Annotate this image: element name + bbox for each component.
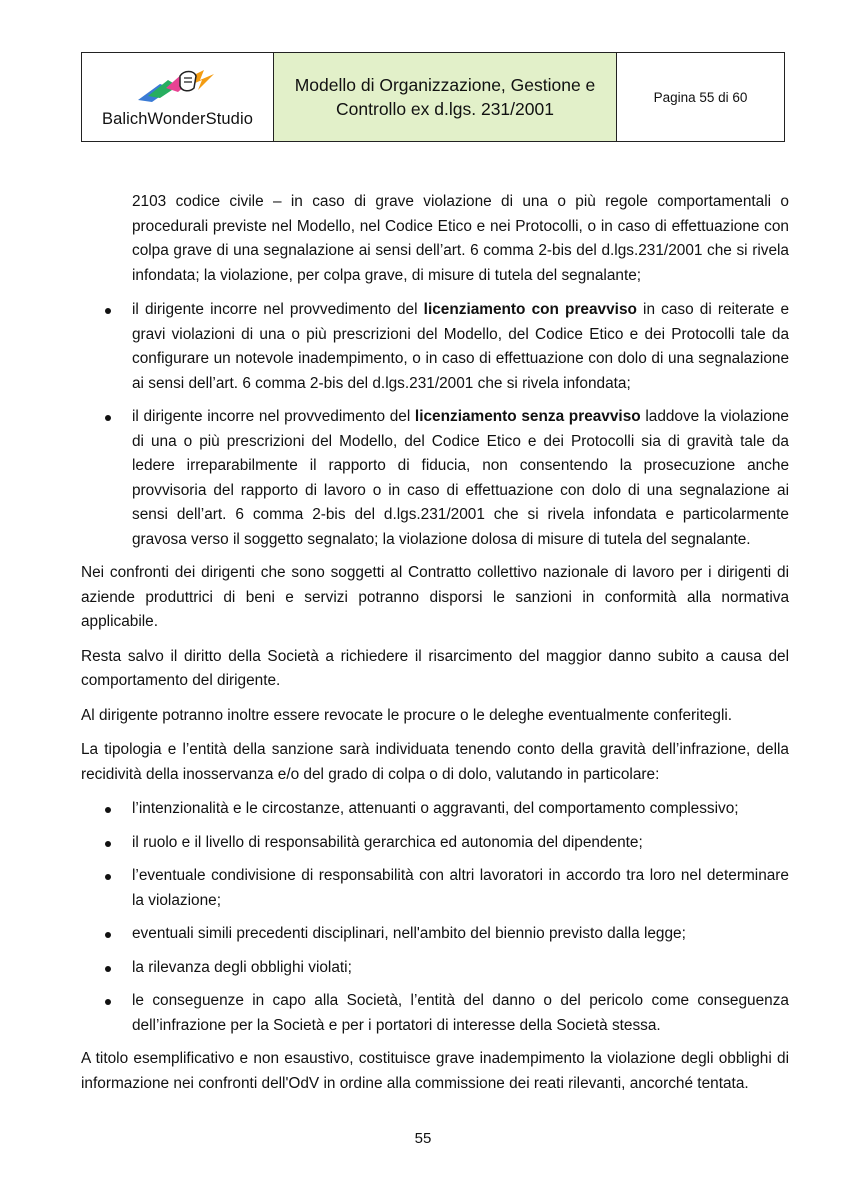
title-line-2: Controllo ex d.lgs. 231/2001 xyxy=(336,99,554,119)
paragraph: Nei confronti dei dirigenti che sono soggetti al Contratto collettivo nazionale di lavoro per i dirigenti di aziende produttrici di beni e servizi potranno disporsi le sanzioni in conformità alla normativa applicabile. xyxy=(81,564,789,630)
company-logo-icon xyxy=(130,66,226,108)
list-item: le conseguenze in capo alla Società, l’entità del danno o del pericolo come conseguenza dell’infrazione per la Società e per i portatori di interesse della Società stessa. xyxy=(81,989,789,1038)
list-item: il ruolo e il livello di responsabilità gerarchica ed autonomia del dipendente; xyxy=(81,831,789,856)
list-item: la rilevanza degli obblighi violati; xyxy=(81,956,789,981)
bold-term: licenziamento senza preavviso xyxy=(414,408,641,425)
paragraph: Al dirigente potranno inoltre essere revocate le procure o le deleghe eventualmente conferitegli. xyxy=(81,706,733,724)
bold-term: licenziamento con preavviso xyxy=(423,301,637,318)
document-title xyxy=(274,53,617,141)
paragraph: La tipologia e l’entità della sanzione sarà individuata tenendo conto della gravità dell’infrazione, della recidività della inosservanza e/o del grado di colpa o di dolo, valutando in particolare: xyxy=(81,741,789,783)
continued-paragraph: 2103 codice civile – in caso di grave violazione di una o più regole comportamentali o procedurali previste nel Modello, nel Codice Etico e nei Protocolli, o in caso di effettuazione con colpa grave di una segnalazione ai sensi dell’art. 6 comma 2-bis del d.lgs.231/2001 che si rivela infondata; la violazione, per colpa grave, di misure di tutela del segnalante; xyxy=(132,193,789,284)
title-line-1: Modello di Organizzazione, Gestione e xyxy=(294,75,596,95)
document-header xyxy=(81,52,785,142)
paragraph: Resta salvo il diritto della Società a richiedere il risarcimento del maggior danno subito a causa del comportamento del dirigente. xyxy=(81,647,789,689)
list-item: il dirigente incorre nel provvedimento del licenziamento senza preavviso laddove la violazione di una o più prescrizioni del Modello, del Codice Etico e dei Protocolli sia di gravità tale da ledere irreparabilmente il rapporto di fiducia, non consentendo la prosecuzione anche provvisoria del rapporto di lavoro o in caso di effettuazione con dolo di una segnalazione ai sensi dell’art. 6 comma 2-bis del d.lgs.231/2001 che si rivela infondata e particolarmente gravosa verso il soggetto segnalato; la violazione dolosa di misure di tutela del segnalante. xyxy=(81,405,789,552)
list-item: eventuali simili precedenti disciplinari, nell'ambito del biennio previsto dalla legge; xyxy=(81,922,789,947)
logo-cell xyxy=(82,53,274,141)
list-item: l’intenzionalità e le circostanze, attenuanti o aggravanti, del comportamento complessivo; xyxy=(81,797,789,822)
page-indicator: Pagina 55 di 60 xyxy=(653,90,748,105)
document-body xyxy=(81,190,789,1106)
list-item: il dirigente incorre nel provvedimento del licenziamento con preavviso in caso di reiterate e gravi violazioni di una o più prescrizioni del Modello, del Codice Etico e dei Protocolli tale da configurare un notevole inadempimento, o in caso di effettuazione con dolo di una segnalazione ai sensi dell’art. 6 comma 2-bis del d.lgs.231/2001 che si rivela infondata; xyxy=(81,298,789,396)
list-item: l’eventuale condivisione di responsabilità con altri lavoratori in accordo tra loro nel determinare la violazione; xyxy=(81,864,789,913)
criteria-list xyxy=(81,797,789,1038)
logo-text: BalichWonderStudio xyxy=(101,109,253,128)
page-number: 55 xyxy=(414,1130,432,1147)
paragraph: A titolo esemplificativo e non esaustivo, costituisce grave inadempimento la violazione degli obblighi di informazione nei confronti dell'OdV in ordine alla commissione dei reati rilevanti, ancorché tentata. xyxy=(81,1050,789,1092)
sanction-list xyxy=(81,298,789,552)
